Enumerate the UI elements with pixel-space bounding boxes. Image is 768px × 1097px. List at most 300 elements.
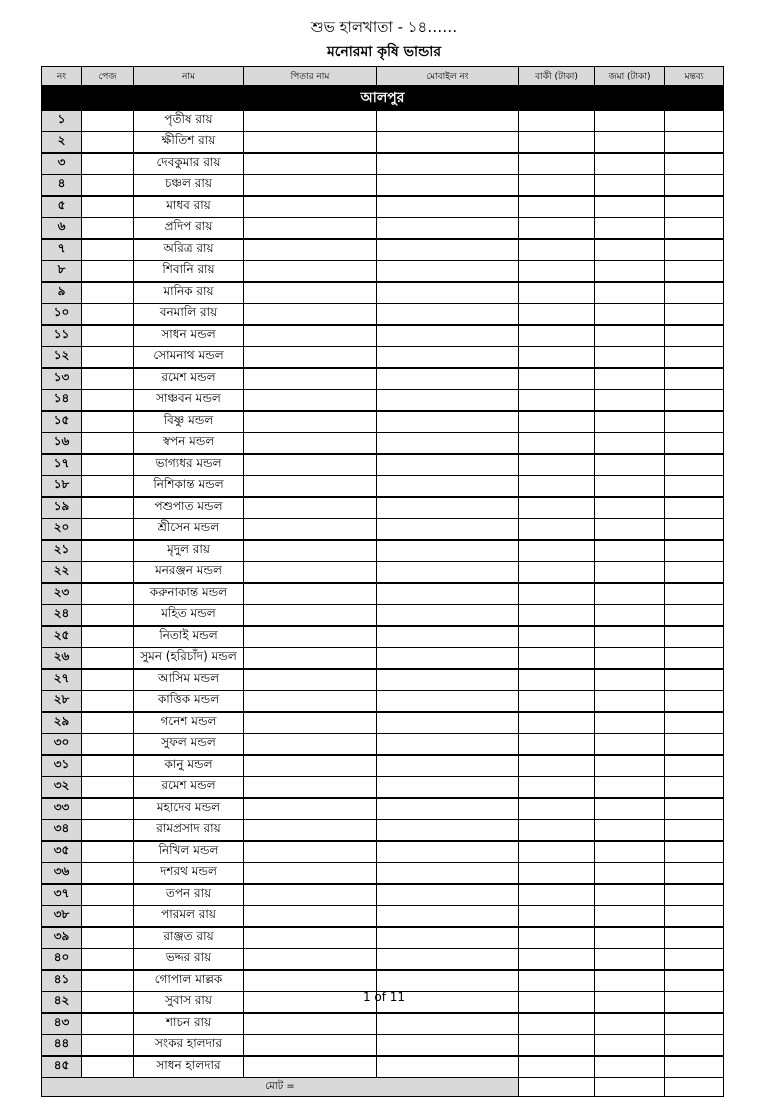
page-cell (82, 927, 134, 949)
deposit-cell (595, 669, 665, 691)
name-cell: কানু মন্ডল (134, 755, 244, 777)
father-name-cell (244, 153, 377, 175)
page-cell (82, 476, 134, 498)
name-cell: নিশিকান্ত মন্ডল (134, 476, 244, 498)
serial-cell: ১৫ (42, 411, 82, 433)
name-cell: পারমল রায় (134, 906, 244, 928)
table-row (42, 691, 724, 713)
name-cell: করুনাকান্ত মন্ডল (134, 583, 244, 605)
page-cell (82, 755, 134, 777)
section-row (42, 86, 724, 111)
father-name-cell (244, 691, 377, 713)
remarks-cell (665, 497, 724, 519)
remarks-cell (665, 669, 724, 691)
due-cell (519, 777, 595, 799)
serial-cell: ৪০ (42, 949, 82, 971)
father-name-cell (244, 304, 377, 326)
page-cell (82, 669, 134, 691)
deposit-cell (595, 884, 665, 906)
page-cell (82, 970, 134, 992)
deposit-cell (595, 111, 665, 132)
page-number: 1 of 11 (362, 990, 406, 1004)
table-row (42, 132, 724, 154)
name-cell: ভদ্দর রায় (134, 949, 244, 971)
page-cell (82, 841, 134, 863)
page-cell (82, 626, 134, 648)
remarks-cell (665, 648, 724, 670)
mobile-cell (377, 1035, 519, 1057)
remarks-cell (665, 411, 724, 433)
serial-cell: ২১ (42, 540, 82, 562)
page-cell (82, 368, 134, 390)
serial-cell: ৯ (42, 282, 82, 304)
total-row (42, 1078, 724, 1097)
table-row (42, 347, 724, 369)
page-cell (82, 691, 134, 713)
deposit-cell (595, 282, 665, 304)
table-row (42, 196, 724, 218)
mobile-cell (377, 949, 519, 971)
deposit-cell (595, 175, 665, 197)
serial-cell: ১৮ (42, 476, 82, 498)
remarks-cell (665, 1035, 724, 1057)
mobile-cell (377, 691, 519, 713)
mobile-cell (377, 196, 519, 218)
page-cell (82, 239, 134, 261)
serial-cell: ৩৩ (42, 798, 82, 820)
father-name-cell (244, 218, 377, 240)
serial-cell: ২৬ (42, 648, 82, 670)
table-row (42, 368, 724, 390)
mobile-cell (377, 325, 519, 347)
table-row (42, 390, 724, 412)
father-name-cell (244, 755, 377, 777)
serial-cell: ২৭ (42, 669, 82, 691)
mobile-cell (377, 239, 519, 261)
mobile-cell (377, 906, 519, 928)
deposit-cell (595, 648, 665, 670)
father-name-cell (244, 1056, 377, 1078)
table-row (42, 583, 724, 605)
header-row (42, 67, 724, 86)
father-name-cell (244, 411, 377, 433)
serial-cell: ৮ (42, 261, 82, 283)
table-row (42, 777, 724, 799)
due-cell (519, 949, 595, 971)
deposit-cell (595, 1056, 665, 1078)
deposit-cell (595, 347, 665, 369)
table-row (42, 755, 724, 777)
due-cell (519, 1035, 595, 1057)
mobile-cell (377, 562, 519, 584)
serial-cell: ১৬ (42, 433, 82, 455)
deposit-cell (595, 949, 665, 971)
father-name-cell (244, 261, 377, 283)
mobile-cell (377, 755, 519, 777)
due-cell (519, 411, 595, 433)
page-cell (82, 562, 134, 584)
mobile-cell (377, 605, 519, 627)
due-cell (519, 884, 595, 906)
remarks-cell (665, 325, 724, 347)
father-name-cell (244, 325, 377, 347)
name-cell: ভাগ্যধর মন্ডল (134, 454, 244, 476)
father-name-cell (244, 734, 377, 756)
page-cell (82, 304, 134, 326)
due-cell (519, 863, 595, 885)
due-cell (519, 261, 595, 283)
mobile-cell (377, 884, 519, 906)
name-cell: নিখিল মন্ডল (134, 841, 244, 863)
remarks-cell (665, 175, 724, 197)
due-cell (519, 648, 595, 670)
father-name-cell (244, 476, 377, 498)
father-name-cell (244, 347, 377, 369)
remarks-cell (665, 454, 724, 476)
table-row (42, 304, 724, 326)
serial-cell: ৭ (42, 239, 82, 261)
deposit-cell (595, 755, 665, 777)
deposit-cell (595, 820, 665, 842)
serial-cell: ২৩ (42, 583, 82, 605)
due-cell (519, 153, 595, 175)
name-cell: নিতাই মন্ডল (134, 626, 244, 648)
deposit-cell (595, 368, 665, 390)
table-row (42, 111, 724, 132)
deposit-cell (595, 153, 665, 175)
deposit-cell (595, 476, 665, 498)
due-cell (519, 433, 595, 455)
remarks-cell (665, 863, 724, 885)
father-name-cell (244, 540, 377, 562)
name-cell: রমেশ মন্ডল (134, 777, 244, 799)
due-cell (519, 196, 595, 218)
due-cell (519, 562, 595, 584)
total-label: মোট = (42, 1078, 519, 1097)
name-cell: গনেশ মন্ডল (134, 712, 244, 734)
father-name-cell (244, 927, 377, 949)
name-cell: অরিত্র রায় (134, 239, 244, 261)
serial-cell: ১১ (42, 325, 82, 347)
due-cell (519, 304, 595, 326)
remarks-cell (665, 820, 724, 842)
name-cell: মহিত মন্ডল (134, 605, 244, 627)
father-name-cell (244, 605, 377, 627)
page-cell (82, 1056, 134, 1078)
table-row (42, 949, 724, 971)
remarks-cell (665, 282, 724, 304)
page-cell (82, 648, 134, 670)
remarks-cell (665, 626, 724, 648)
page-cell (82, 347, 134, 369)
page-cell (82, 949, 134, 971)
table-row (42, 605, 724, 627)
remarks-cell (665, 777, 724, 799)
mobile-cell (377, 583, 519, 605)
serial-cell: ২৪ (42, 605, 82, 627)
serial-cell: ২৯ (42, 712, 82, 734)
page-cell (82, 196, 134, 218)
serial-cell: ১ (42, 111, 82, 132)
deposit-cell (595, 519, 665, 541)
due-cell (519, 755, 595, 777)
name-cell: সাধন হালদার (134, 1056, 244, 1078)
page-cell (82, 605, 134, 627)
remarks-cell (665, 970, 724, 992)
name-cell: সাঞ্চবন মন্ডল (134, 390, 244, 412)
col-remarks: মন্তব্য (665, 67, 724, 86)
deposit-cell (595, 411, 665, 433)
table-row (42, 906, 724, 928)
mobile-cell (377, 970, 519, 992)
mobile-cell (377, 132, 519, 154)
page-cell (82, 906, 134, 928)
serial-cell: ৩৯ (42, 927, 82, 949)
remarks-cell (665, 390, 724, 412)
mobile-cell (377, 411, 519, 433)
table-row (42, 1056, 724, 1078)
due-cell (519, 583, 595, 605)
father-name-cell (244, 282, 377, 304)
father-name-cell (244, 712, 377, 734)
due-cell (519, 691, 595, 713)
mobile-cell (377, 497, 519, 519)
deposit-cell (595, 863, 665, 885)
father-name-cell (244, 454, 377, 476)
mobile-cell (377, 669, 519, 691)
mobile-cell (377, 347, 519, 369)
table-row (42, 153, 724, 175)
table-row (42, 648, 724, 670)
table-row (42, 476, 724, 498)
ledger-table (41, 66, 724, 1097)
table-row (42, 325, 724, 347)
remarks-cell (665, 540, 724, 562)
remarks-cell (665, 304, 724, 326)
father-name-cell (244, 820, 377, 842)
serial-cell: ৫ (42, 196, 82, 218)
page-cell (82, 734, 134, 756)
due-cell (519, 347, 595, 369)
deposit-cell (595, 626, 665, 648)
name-cell: দশরথ মন্ডল (134, 863, 244, 885)
name-cell: স্বপন মন্ডল (134, 433, 244, 455)
mobile-cell (377, 390, 519, 412)
mobile-cell (377, 519, 519, 541)
page-cell (82, 777, 134, 799)
father-name-cell (244, 884, 377, 906)
mobile-cell (377, 798, 519, 820)
name-cell: মাধব রায় (134, 196, 244, 218)
deposit-cell (595, 454, 665, 476)
mobile-cell (377, 540, 519, 562)
serial-cell: ২০ (42, 519, 82, 541)
table-row (42, 712, 724, 734)
total-deposit-cell (595, 1078, 665, 1097)
deposit-cell (595, 691, 665, 713)
deposit-cell (595, 906, 665, 928)
table-row (42, 863, 724, 885)
name-cell: দেবকুমার রায় (134, 153, 244, 175)
page-cell (82, 798, 134, 820)
due-cell (519, 970, 595, 992)
remarks-cell (665, 261, 724, 283)
remarks-cell (665, 734, 724, 756)
table-row (42, 497, 724, 519)
father-name-cell (244, 777, 377, 799)
name-cell: মনরঞ্জন মন্ডল (134, 562, 244, 584)
page-cell (82, 325, 134, 347)
page-cell (82, 282, 134, 304)
table-row (42, 927, 724, 949)
remarks-cell (665, 132, 724, 154)
remarks-cell (665, 519, 724, 541)
due-cell (519, 282, 595, 304)
remarks-cell (665, 153, 724, 175)
name-cell: রাঞ্জত রায় (134, 927, 244, 949)
due-cell (519, 734, 595, 756)
shop-name: মনোরমা কৃষি ভান্ডার (326, 44, 442, 60)
serial-cell: ৩৫ (42, 841, 82, 863)
table-row (42, 282, 724, 304)
deposit-cell (595, 261, 665, 283)
deposit-cell (595, 927, 665, 949)
mobile-cell (377, 368, 519, 390)
deposit-cell (595, 497, 665, 519)
serial-cell: ২ (42, 132, 82, 154)
serial-cell: ৩২ (42, 777, 82, 799)
table-row (42, 175, 724, 197)
deposit-cell (595, 325, 665, 347)
table-row (42, 261, 724, 283)
serial-cell: ৪৫ (42, 1056, 82, 1078)
due-cell (519, 497, 595, 519)
mobile-cell (377, 261, 519, 283)
deposit-cell (595, 132, 665, 154)
father-name-cell (244, 1035, 377, 1057)
table-row (42, 562, 724, 584)
page-cell (82, 390, 134, 412)
page-cell (82, 454, 134, 476)
table-row (42, 411, 724, 433)
serial-cell: ৩৮ (42, 906, 82, 928)
name-cell: বিষ্ণু মন্ডল (134, 411, 244, 433)
table-row (42, 239, 724, 261)
due-cell (519, 712, 595, 734)
name-cell: আসিম মন্ডল (134, 669, 244, 691)
mobile-cell (377, 648, 519, 670)
mobile-cell (377, 476, 519, 498)
father-name-cell (244, 863, 377, 885)
father-name-cell (244, 519, 377, 541)
father-name-cell (244, 368, 377, 390)
serial-cell: ২৫ (42, 626, 82, 648)
deposit-cell (595, 239, 665, 261)
table-row (42, 798, 724, 820)
deposit-cell (595, 196, 665, 218)
father-name-cell (244, 583, 377, 605)
table-row (42, 669, 724, 691)
due-cell (519, 390, 595, 412)
deposit-cell (595, 970, 665, 992)
father-name-cell (244, 196, 377, 218)
table-row (42, 433, 724, 455)
table-row (42, 626, 724, 648)
page-cell (82, 519, 134, 541)
name-cell: প্রদিপ রায় (134, 218, 244, 240)
name-cell: সংকর হালদার (134, 1035, 244, 1057)
table-row (42, 540, 724, 562)
remarks-cell (665, 927, 724, 949)
remarks-cell (665, 798, 724, 820)
name-cell: পশুপাত মন্ডল (134, 497, 244, 519)
remarks-cell (665, 347, 724, 369)
due-cell (519, 798, 595, 820)
due-cell (519, 175, 595, 197)
father-name-cell (244, 841, 377, 863)
page-cell (82, 433, 134, 455)
name-cell: সুমন (হরিচাঁদ) মন্ডল (134, 648, 244, 670)
serial-cell: ৩০ (42, 734, 82, 756)
serial-cell: ৩৪ (42, 820, 82, 842)
page-cell (82, 261, 134, 283)
mobile-cell (377, 218, 519, 240)
due-cell (519, 927, 595, 949)
mobile-cell (377, 841, 519, 863)
name-cell: তপন রায় (134, 884, 244, 906)
due-cell (519, 325, 595, 347)
page-cell (82, 111, 134, 132)
name-cell: সুফল মন্ডল (134, 734, 244, 756)
remarks-cell (665, 196, 724, 218)
remarks-cell (665, 1056, 724, 1078)
col-serial: নং (42, 67, 82, 86)
father-name-cell (244, 111, 377, 132)
due-cell (519, 669, 595, 691)
page-cell (82, 411, 134, 433)
serial-cell: ৪৪ (42, 1035, 82, 1057)
remarks-cell (665, 691, 724, 713)
father-name-cell (244, 970, 377, 992)
mobile-cell (377, 777, 519, 799)
table-row (42, 454, 724, 476)
father-name-cell (244, 239, 377, 261)
table-row (42, 218, 724, 240)
name-cell: রামপ্রসাদ রায় (134, 820, 244, 842)
due-cell (519, 239, 595, 261)
serial-cell: ১২ (42, 347, 82, 369)
serial-cell: ৩৬ (42, 863, 82, 885)
name-cell: চঞ্চল রায় (134, 175, 244, 197)
father-name-cell (244, 669, 377, 691)
name-cell: মহাদেব মন্ডল (134, 798, 244, 820)
serial-cell: ৩ (42, 153, 82, 175)
serial-cell: ৩৭ (42, 884, 82, 906)
table-row (42, 841, 724, 863)
due-cell (519, 111, 595, 132)
due-cell (519, 519, 595, 541)
name-cell: বনমালি রায় (134, 304, 244, 326)
father-name-cell (244, 798, 377, 820)
deposit-cell (595, 605, 665, 627)
remarks-cell (665, 239, 724, 261)
serial-cell: ৩১ (42, 755, 82, 777)
father-name-cell (244, 433, 377, 455)
page-cell (82, 497, 134, 519)
name-cell: মৃদুল রায় (134, 540, 244, 562)
serial-cell: ৪২ (42, 992, 82, 1014)
name-cell: শাচন রায় (134, 1013, 244, 1035)
